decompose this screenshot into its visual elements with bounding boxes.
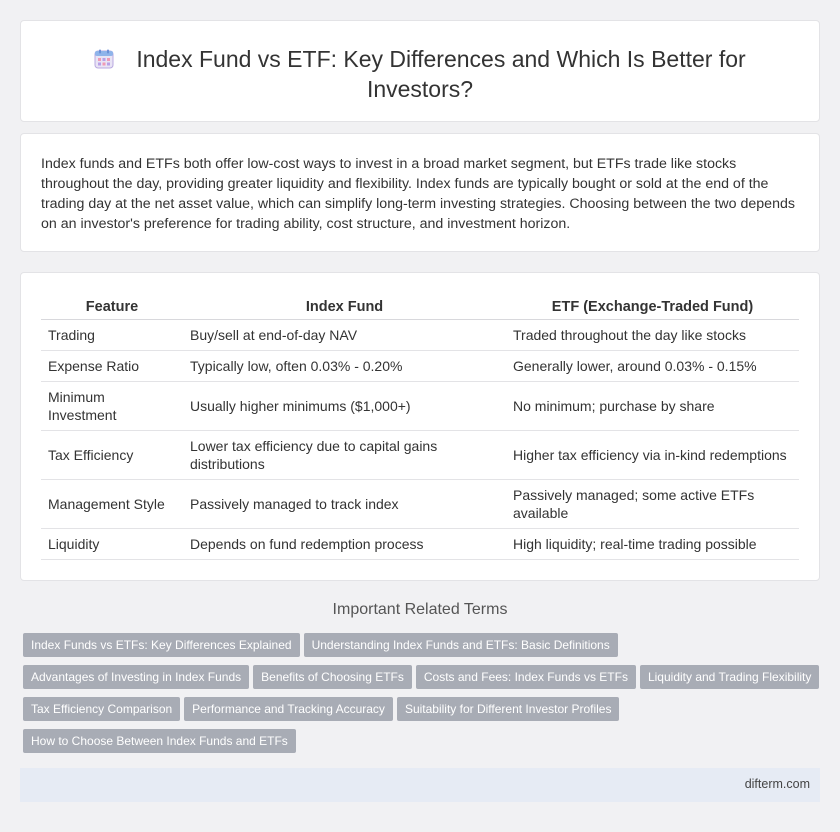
table-cell: Management Style <box>41 480 183 529</box>
calendar-grid-icon <box>94 49 114 69</box>
table-cell: Typically low, often 0.03% - 0.20% <box>183 351 506 382</box>
related-term-tag[interactable]: Suitability for Different Investor Profiles <box>397 697 620 721</box>
table-header-cell: ETF (Exchange-Traded Fund) <box>506 295 799 320</box>
table-cell: Tax Efficiency <box>41 431 183 480</box>
table-cell: Trading <box>41 320 183 351</box>
page-title <box>21 44 819 104</box>
table-header-cell: Feature <box>41 295 183 320</box>
related-terms-tags <box>23 633 823 761</box>
table-row <box>41 351 799 382</box>
table-cell: Passively managed to track index <box>183 480 506 529</box>
comparison-table <box>41 295 799 560</box>
related-term-tag[interactable]: Benefits of Choosing ETFs <box>253 665 412 689</box>
table-header-row <box>41 295 799 320</box>
table-row <box>41 529 799 560</box>
related-term-tag[interactable]: Understanding Index Funds and ETFs: Basic Definitions <box>304 633 618 657</box>
table-cell: High liquidity; real-time trading possible <box>506 529 799 560</box>
intro-card <box>20 133 820 252</box>
table-header-cell: Index Fund <box>183 295 506 320</box>
related-term-tag[interactable]: Advantages of Investing in Index Funds <box>23 665 249 689</box>
table-row <box>41 480 799 529</box>
related-term-tag[interactable]: How to Choose Between Index Funds and ETFs <box>23 729 296 753</box>
table-cell: Liquidity <box>41 529 183 560</box>
footer-site-name[interactable]: difterm.com <box>744 777 810 791</box>
related-term-tag[interactable]: Liquidity and Trading Flexibility <box>640 665 819 689</box>
table-cell: Generally lower, around 0.03% - 0.15% <box>506 351 799 382</box>
table-cell: Lower tax efficiency due to capital gains distributions <box>183 431 506 480</box>
table-cell: Buy/sell at end-of-day NAV <box>183 320 506 351</box>
table-cell: Higher tax efficiency via in-kind redemptions <box>506 431 799 480</box>
related-terms-title: Important Related Terms <box>332 601 508 618</box>
intro-paragraph: Index funds and ETFs both offer low-cost ways to invest in a broad market segment, but ETFs trade like stocks throughout the day, providing greater liquidity and flexibility. Index funds are typically bought or sold at the end of the trading day at the net asset value, which can simplify long-term investing strategies. Choosing between the two depends on an investor's preference for trading ability, cost structure, and investment horizon. <box>41 156 795 232</box>
related-term-tag[interactable]: Tax Efficiency Comparison <box>23 697 180 721</box>
table-row <box>41 320 799 351</box>
table-cell: No minimum; purchase by share <box>506 382 799 431</box>
table-cell: Minimum Investment <box>41 382 183 431</box>
table-cell: Expense Ratio <box>41 351 183 382</box>
table-row <box>41 382 799 431</box>
header-card <box>20 20 820 122</box>
table-cell: Passively managed; some active ETFs available <box>506 480 799 529</box>
related-term-tag[interactable]: Costs and Fees: Index Funds vs ETFs <box>416 665 636 689</box>
table-cell: Usually higher minimums ($1,000+) <box>183 382 506 431</box>
page-title-text: Index Fund vs ETF: Key Differences and Which Is Better for Investors? <box>136 46 746 102</box>
related-term-tag[interactable]: Index Funds vs ETFs: Key Differences Explained <box>23 633 300 657</box>
table-cell: Depends on fund redemption process <box>183 529 506 560</box>
table-row <box>41 431 799 480</box>
table-cell: Traded throughout the day like stocks <box>506 320 799 351</box>
comparison-table-card <box>20 272 820 581</box>
related-term-tag[interactable]: Performance and Tracking Accuracy <box>184 697 393 721</box>
footer-bar <box>20 768 820 802</box>
